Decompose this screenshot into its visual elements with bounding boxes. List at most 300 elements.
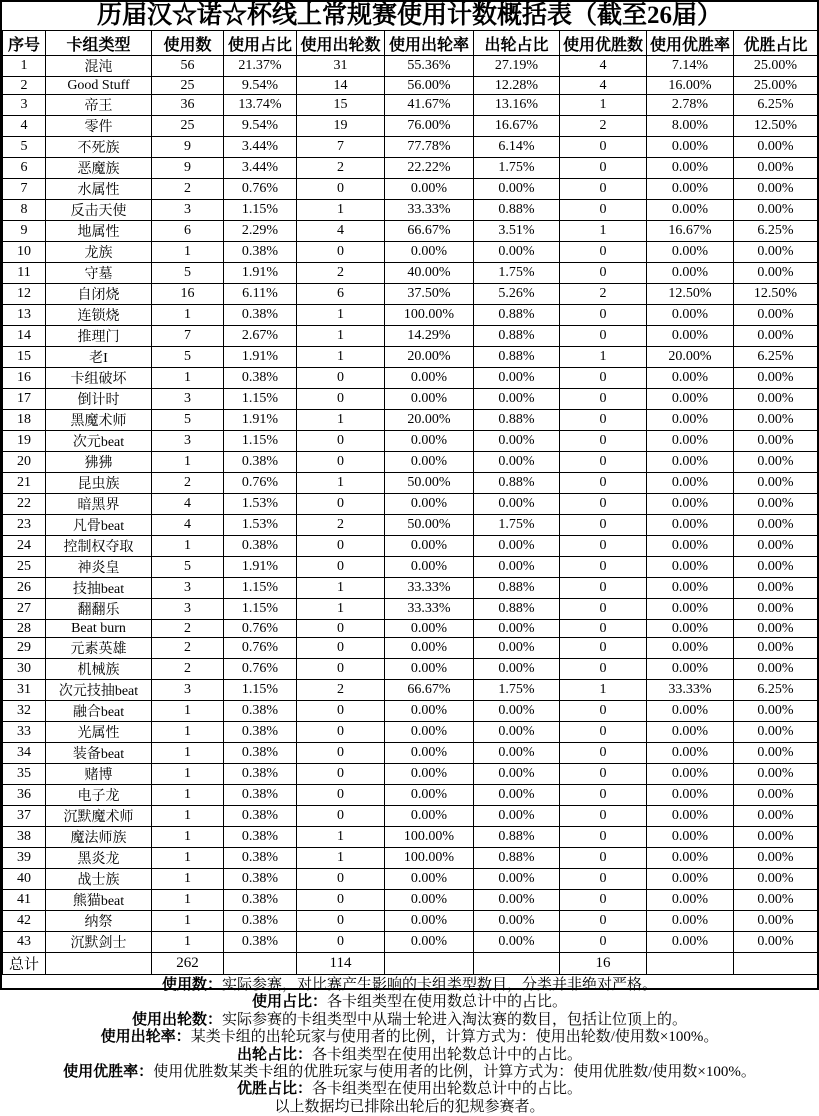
- cell: 16.00%: [647, 77, 734, 95]
- table-row: [3, 200, 818, 221]
- cell: 狒狒: [46, 452, 152, 473]
- cell: 8: [3, 200, 46, 221]
- cell: 0.00%: [734, 410, 818, 431]
- cell: 0: [297, 701, 385, 722]
- note-line: 使用出轮率：某类卡组的出轮玩家与使用者的比例，计算方式为：使用出轮数/使用数×100%。: [100, 1029, 719, 1046]
- column-header: 使用优胜数: [560, 31, 647, 56]
- cell: 1: [560, 347, 647, 368]
- cell: 2.67%: [224, 326, 297, 347]
- cell: 0.38%: [224, 869, 297, 890]
- cell: 1: [297, 473, 385, 494]
- cell: 0: [297, 890, 385, 911]
- cell: 0.00%: [385, 911, 474, 932]
- cell: 43: [3, 932, 46, 953]
- note-term: 出轮占比：: [236, 1046, 312, 1063]
- cell: 0.00%: [474, 494, 560, 515]
- cell: 35: [3, 764, 46, 785]
- cell: 28: [3, 620, 46, 638]
- cell: 0: [560, 722, 647, 743]
- cell: 纳祭: [46, 911, 152, 932]
- cell: 7: [297, 137, 385, 158]
- cell: 1: [152, 305, 224, 326]
- cell: 40.00%: [385, 263, 474, 284]
- cell: 3: [152, 578, 224, 599]
- note-line: 出轮占比：各卡组类型在使用出轮数总计中的占比。: [236, 1046, 583, 1063]
- cell: 0.00%: [474, 764, 560, 785]
- cell: 黑炎龙: [46, 848, 152, 869]
- cell: 4: [297, 221, 385, 242]
- cell: 0.00%: [385, 743, 474, 764]
- cell: 2: [152, 179, 224, 200]
- page-title: 历届汉☆诺☆杯线上常规赛使用计数概括表（截至26届）: [96, 2, 722, 29]
- cell: 1.75%: [474, 680, 560, 701]
- cell: 6: [3, 158, 46, 179]
- cell: 20: [3, 452, 46, 473]
- cell: 0.00%: [734, 578, 818, 599]
- cell: 100.00%: [385, 848, 474, 869]
- cell: 1.53%: [224, 515, 297, 536]
- cell: 0: [560, 137, 647, 158]
- cell: 1: [3, 56, 46, 77]
- column-header: 出轮占比: [474, 31, 560, 56]
- cell: 0: [297, 638, 385, 659]
- table-row: [3, 620, 818, 638]
- cell: 0.00%: [385, 869, 474, 890]
- note-line: 使用出轮数：实际参赛的卡组类型中从瑞士轮进入淘汰赛的数目，包括让位顶上的。: [131, 1011, 688, 1028]
- cell: 1.15%: [224, 389, 297, 410]
- cell: 倒计时: [46, 389, 152, 410]
- cell: 0.38%: [224, 911, 297, 932]
- cell: 0: [560, 659, 647, 680]
- cell: 33: [3, 722, 46, 743]
- cell: 27.19%: [474, 56, 560, 77]
- cell: 0.00%: [647, 599, 734, 620]
- cell: 0.00%: [385, 389, 474, 410]
- cell: 13.74%: [224, 95, 297, 116]
- cell: 0.00%: [734, 869, 818, 890]
- cell: 2.78%: [647, 95, 734, 116]
- cell: 0.00%: [385, 806, 474, 827]
- cell: 2: [152, 638, 224, 659]
- cell: 0: [560, 638, 647, 659]
- cell: 1: [297, 578, 385, 599]
- table-row: [3, 179, 818, 200]
- cell: 1.91%: [224, 410, 297, 431]
- table-row: [3, 806, 818, 827]
- cell: 0.00%: [647, 848, 734, 869]
- cell: 7.14%: [647, 56, 734, 77]
- cell: 熊猫beat: [46, 890, 152, 911]
- cell: 0.00%: [734, 326, 818, 347]
- cell: 0.00%: [474, 911, 560, 932]
- cell: 0.00%: [647, 764, 734, 785]
- cell: 0: [560, 389, 647, 410]
- cell: 19: [297, 116, 385, 137]
- total-cell: 16: [560, 953, 647, 975]
- table-row: [3, 848, 818, 869]
- cell: 1: [152, 890, 224, 911]
- cell: 2.29%: [224, 221, 297, 242]
- cell: 0.00%: [734, 599, 818, 620]
- cell: 41.67%: [385, 95, 474, 116]
- cell: 1.75%: [474, 263, 560, 284]
- cell: 0: [560, 305, 647, 326]
- cell: 0.00%: [647, 368, 734, 389]
- cell: 100.00%: [385, 827, 474, 848]
- table-row: [3, 911, 818, 932]
- cell: 2: [297, 515, 385, 536]
- cell: 0: [560, 827, 647, 848]
- cell: 0.00%: [734, 620, 818, 638]
- cell: 1: [152, 701, 224, 722]
- cell: 3: [152, 200, 224, 221]
- cell: 33.33%: [385, 599, 474, 620]
- cell: 0: [560, 869, 647, 890]
- cell: 0.00%: [647, 722, 734, 743]
- cell: 6: [297, 284, 385, 305]
- cell: 零件: [46, 116, 152, 137]
- cell: 0.00%: [734, 557, 818, 578]
- cell: 0.00%: [474, 806, 560, 827]
- cell: 50.00%: [385, 473, 474, 494]
- cell: 55.36%: [385, 56, 474, 77]
- cell: 0: [297, 722, 385, 743]
- cell: 1: [560, 221, 647, 242]
- cell: 77.78%: [385, 137, 474, 158]
- cell: 0.00%: [734, 494, 818, 515]
- cell: 9.54%: [224, 116, 297, 137]
- total-cell: 总计: [3, 953, 46, 975]
- cell: 13.16%: [474, 95, 560, 116]
- cell: 21.37%: [224, 56, 297, 77]
- cell: 沉默剑士: [46, 932, 152, 953]
- cell: 0: [297, 431, 385, 452]
- cell: 0: [297, 911, 385, 932]
- cell: 0.00%: [647, 659, 734, 680]
- cell: 1: [297, 305, 385, 326]
- total-cell: [734, 953, 818, 975]
- cell: 0: [560, 158, 647, 179]
- cell: 0.00%: [474, 701, 560, 722]
- cell: 1: [152, 242, 224, 263]
- cell: 5: [152, 263, 224, 284]
- cell: 5: [152, 410, 224, 431]
- cell: 1: [152, 536, 224, 557]
- total-cell: 262: [152, 953, 224, 975]
- table-row: [3, 431, 818, 452]
- cell: 22.22%: [385, 158, 474, 179]
- cell: 2: [152, 473, 224, 494]
- cell: 0.00%: [474, 620, 560, 638]
- cell: 0: [560, 494, 647, 515]
- cell: 24: [3, 536, 46, 557]
- table-row: [3, 410, 818, 431]
- cell: 1: [152, 368, 224, 389]
- cell: 卡组破坏: [46, 368, 152, 389]
- header-row: [3, 31, 818, 56]
- cell: 0.00%: [647, 785, 734, 806]
- cell: 0.00%: [474, 431, 560, 452]
- cell: 5: [152, 347, 224, 368]
- cell: 30: [3, 659, 46, 680]
- cell: 0.00%: [647, 869, 734, 890]
- cell: 1: [152, 764, 224, 785]
- cell: 昆虫族: [46, 473, 152, 494]
- table-row: [3, 56, 818, 77]
- cell: 0.00%: [647, 410, 734, 431]
- cell: 56.00%: [385, 77, 474, 95]
- cell: 机械族: [46, 659, 152, 680]
- cell: 1.75%: [474, 515, 560, 536]
- cell: 0.00%: [474, 638, 560, 659]
- cell: 战士族: [46, 869, 152, 890]
- cell: 0.38%: [224, 785, 297, 806]
- cell: 0.00%: [474, 557, 560, 578]
- column-header: 卡组类型: [46, 31, 152, 56]
- cell: 40: [3, 869, 46, 890]
- cell: 6.25%: [734, 95, 818, 116]
- cell: 老I: [46, 347, 152, 368]
- cell: 0.00%: [647, 452, 734, 473]
- cell: 0: [297, 389, 385, 410]
- table-row: [3, 116, 818, 137]
- table-row: [3, 242, 818, 263]
- cell: 1: [297, 848, 385, 869]
- cell: 0.00%: [474, 389, 560, 410]
- cell: 11: [3, 263, 46, 284]
- cell: 0.00%: [385, 659, 474, 680]
- cell: 32: [3, 701, 46, 722]
- cell: 37.50%: [385, 284, 474, 305]
- cell: 25: [152, 77, 224, 95]
- cell: 0.00%: [734, 200, 818, 221]
- cell: 0: [560, 557, 647, 578]
- cell: 38: [3, 827, 46, 848]
- total-cell: 114: [297, 953, 385, 975]
- cell: 0.00%: [734, 659, 818, 680]
- table-row: [3, 158, 818, 179]
- cell: 34: [3, 743, 46, 764]
- cell: 0.38%: [224, 890, 297, 911]
- cell: 2: [297, 680, 385, 701]
- cell: 2: [3, 77, 46, 95]
- table-row: [3, 743, 818, 764]
- cell: 1: [560, 95, 647, 116]
- cell: 0: [560, 263, 647, 284]
- cell: 6.25%: [734, 680, 818, 701]
- cell: 20.00%: [647, 347, 734, 368]
- cell: 31: [297, 56, 385, 77]
- table-row: [3, 536, 818, 557]
- table-row: [3, 680, 818, 701]
- table-row: [3, 701, 818, 722]
- cell: 元素英雄: [46, 638, 152, 659]
- table-row: [3, 659, 818, 680]
- cell: 守墓: [46, 263, 152, 284]
- note-term: 使用优胜率：: [63, 1064, 154, 1081]
- cell: 0.00%: [647, 200, 734, 221]
- cell: 0.00%: [474, 368, 560, 389]
- table-row: [3, 284, 818, 305]
- cell: 1: [152, 722, 224, 743]
- note-term: 使用占比：: [251, 994, 327, 1011]
- note-line: 使用占比：各卡组类型在使用数总计中的占比。: [251, 994, 568, 1011]
- table-row: [3, 326, 818, 347]
- cell: 0.00%: [647, 827, 734, 848]
- cell: 0.00%: [647, 158, 734, 179]
- cell: 恶魔族: [46, 158, 152, 179]
- cell: 14: [3, 326, 46, 347]
- cell: 魔法师族: [46, 827, 152, 848]
- cell: 0.88%: [474, 473, 560, 494]
- cell: 0: [560, 368, 647, 389]
- cell: 0.38%: [224, 701, 297, 722]
- cell: 0.00%: [647, 620, 734, 638]
- cell: 0.00%: [647, 389, 734, 410]
- cell: 36: [152, 95, 224, 116]
- cell: 1.53%: [224, 494, 297, 515]
- cell: 12.50%: [734, 284, 818, 305]
- cell: 3: [3, 95, 46, 116]
- table-row: [3, 869, 818, 890]
- cell: 0.00%: [647, 494, 734, 515]
- cell: 融合beat: [46, 701, 152, 722]
- column-header: 优胜占比: [734, 31, 818, 56]
- cell: 0: [560, 785, 647, 806]
- cell: 0.76%: [224, 473, 297, 494]
- cell: 0: [297, 869, 385, 890]
- cell: 反击天使: [46, 200, 152, 221]
- cell: 1: [152, 785, 224, 806]
- cell: 0.00%: [734, 827, 818, 848]
- cell: 0.00%: [647, 743, 734, 764]
- cell: 0.00%: [734, 137, 818, 158]
- cell: 20.00%: [385, 347, 474, 368]
- cell: 帝王: [46, 95, 152, 116]
- cell: 0: [297, 557, 385, 578]
- cell: 0: [560, 536, 647, 557]
- table-body: [3, 56, 818, 953]
- cell: 1: [152, 911, 224, 932]
- cell: 100.00%: [385, 305, 474, 326]
- cell: 0.00%: [474, 890, 560, 911]
- cell: 50.00%: [385, 515, 474, 536]
- table-row: [3, 932, 818, 953]
- notes: [2, 975, 817, 1116]
- cell: 0.00%: [385, 536, 474, 557]
- cell: 9: [3, 221, 46, 242]
- cell: 0: [297, 785, 385, 806]
- table-row: [3, 890, 818, 911]
- cell: 0.00%: [647, 806, 734, 827]
- cell: 6: [152, 221, 224, 242]
- cell: 2: [152, 659, 224, 680]
- cell: 66.67%: [385, 221, 474, 242]
- cell: 18: [3, 410, 46, 431]
- cell: 0.00%: [734, 431, 818, 452]
- cell: 1.15%: [224, 578, 297, 599]
- cell: 0: [560, 620, 647, 638]
- note-term: 使用出轮率：: [100, 1029, 191, 1046]
- cell: 0.38%: [224, 368, 297, 389]
- cell: 0.00%: [647, 305, 734, 326]
- cell: 20.00%: [385, 410, 474, 431]
- cell: 0.00%: [647, 179, 734, 200]
- cell: 1: [152, 827, 224, 848]
- cell: 3.44%: [224, 137, 297, 158]
- cell: 33.33%: [385, 578, 474, 599]
- cell: 1.15%: [224, 431, 297, 452]
- note-term: 使用出轮数：: [131, 1011, 222, 1028]
- cell: 6.11%: [224, 284, 297, 305]
- cell: 0: [560, 806, 647, 827]
- cell: 0.00%: [734, 911, 818, 932]
- column-header: 使用出轮率: [385, 31, 474, 56]
- cell: 19: [3, 431, 46, 452]
- cell: 1: [152, 806, 224, 827]
- cell: 3: [152, 680, 224, 701]
- cell: 黑魔术师: [46, 410, 152, 431]
- cell: 1: [152, 452, 224, 473]
- cell: 0.88%: [474, 578, 560, 599]
- table-row: [3, 557, 818, 578]
- cell: 0.76%: [224, 638, 297, 659]
- note-term: 使用数：: [161, 977, 222, 993]
- cell: 0.00%: [474, 659, 560, 680]
- cell: 0.88%: [474, 305, 560, 326]
- cell: 0.38%: [224, 806, 297, 827]
- cell: 1.91%: [224, 557, 297, 578]
- cell: 0: [297, 494, 385, 515]
- cell: 0: [297, 368, 385, 389]
- cell: 9.54%: [224, 77, 297, 95]
- total-cell: [385, 953, 474, 975]
- cell: 控制权夺取: [46, 536, 152, 557]
- cell: 0.00%: [647, 911, 734, 932]
- cell: 25.00%: [734, 77, 818, 95]
- cell: 0.00%: [474, 536, 560, 557]
- cell: 0: [297, 932, 385, 953]
- cell: 0.88%: [474, 827, 560, 848]
- table-row: [3, 722, 818, 743]
- table-row: [3, 452, 818, 473]
- cell: 33.33%: [385, 200, 474, 221]
- cell: 0.76%: [224, 659, 297, 680]
- cell: 25.00%: [734, 56, 818, 77]
- cell: 16: [3, 368, 46, 389]
- cell: 神炎皇: [46, 557, 152, 578]
- cell: 0: [560, 743, 647, 764]
- cell: 0: [297, 452, 385, 473]
- cell: 0.38%: [224, 242, 297, 263]
- cell: 0: [297, 764, 385, 785]
- cell: 0.00%: [734, 389, 818, 410]
- cell: 13: [3, 305, 46, 326]
- cell: 1.91%: [224, 347, 297, 368]
- table-row: [3, 137, 818, 158]
- cell: 0.00%: [734, 806, 818, 827]
- cell: 0.00%: [647, 137, 734, 158]
- cell: 26: [3, 578, 46, 599]
- cell: 凡骨beat: [46, 515, 152, 536]
- cell: 0.00%: [734, 452, 818, 473]
- cell: 4: [560, 77, 647, 95]
- cell: 14.29%: [385, 326, 474, 347]
- cell: 0.38%: [224, 536, 297, 557]
- cell: 6.14%: [474, 137, 560, 158]
- cell: 1.15%: [224, 680, 297, 701]
- cell: 地属性: [46, 221, 152, 242]
